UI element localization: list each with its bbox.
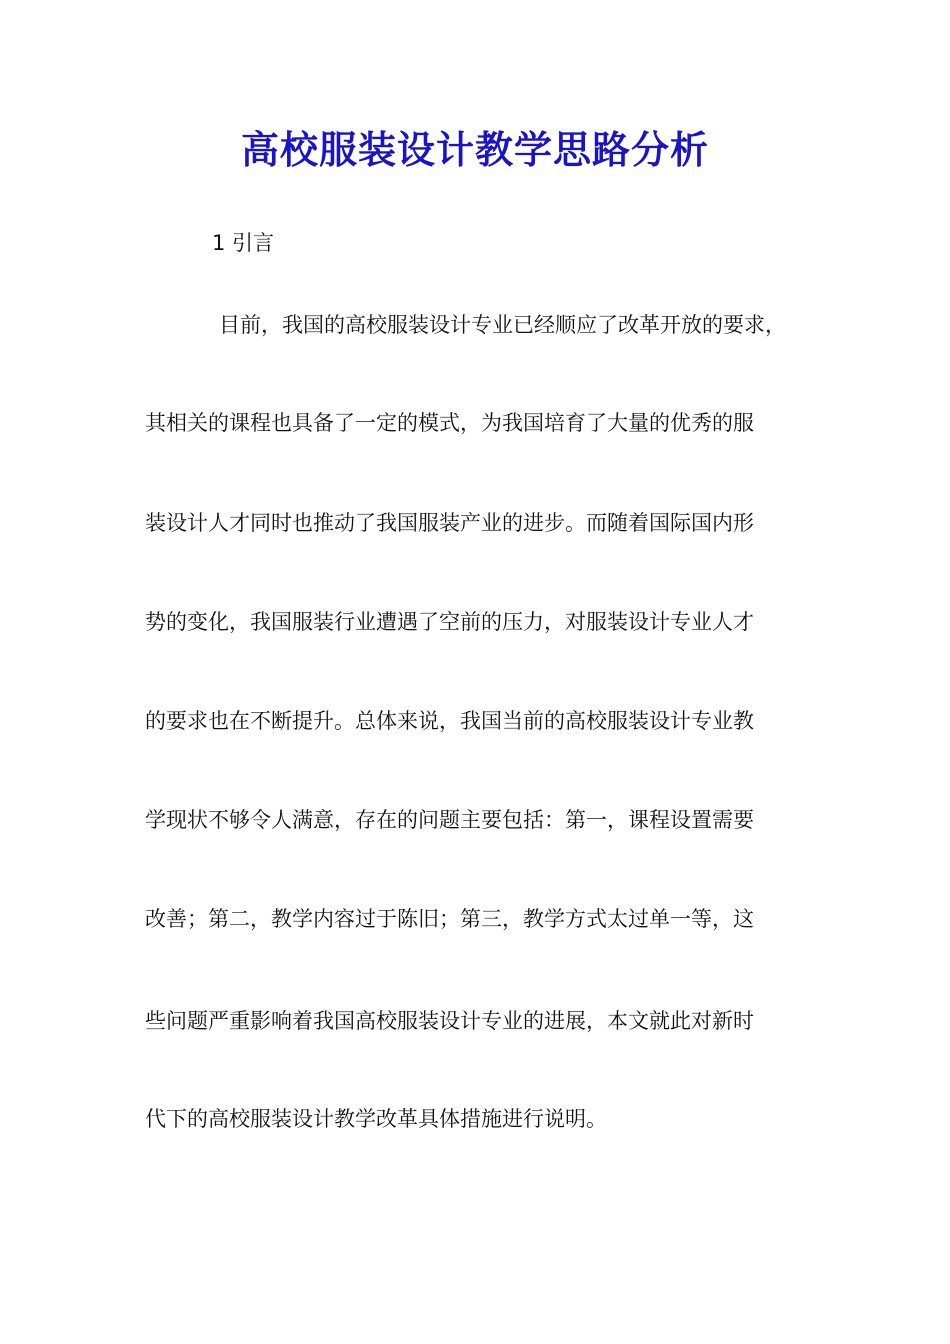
paragraph-line: 其相关的课程也具备了一定的模式，为我国培育了大量的优秀的服 <box>145 411 754 435</box>
paragraph-line: 学现状不够令人满意，存在的问题主要包括：第一，课程设置需要 <box>145 808 754 832</box>
paragraph-line: 改善；第二，教学内容过于陈旧；第三，教学方式太过单一等，这 <box>145 907 754 931</box>
paragraph-line: 代下的高校服装设计教学改革具体措施进行说明。 <box>145 1107 607 1131</box>
paragraph-line: 势的变化，我国服装行业遭遇了空前的压力，对服装设计专业人才 <box>145 610 754 634</box>
paragraph-line: 装设计人才同时也推动了我国服装产业的进步。而随着国际国内形 <box>145 511 754 535</box>
paragraph-line: 目前，我国的高校服装设计专业已经顺应了改革开放的要求， <box>219 313 786 337</box>
document-title: 高校服装设计教学思路分析 <box>240 127 709 172</box>
paragraph-line: 些问题严重影响着我国高校服装设计专业的进展，本文就此对新时 <box>145 1009 754 1033</box>
section-heading: 1 引言 <box>212 231 275 255</box>
paragraph-line: 的要求也在不断提升。总体来说，我国当前的高校服装设计专业教 <box>145 709 754 733</box>
